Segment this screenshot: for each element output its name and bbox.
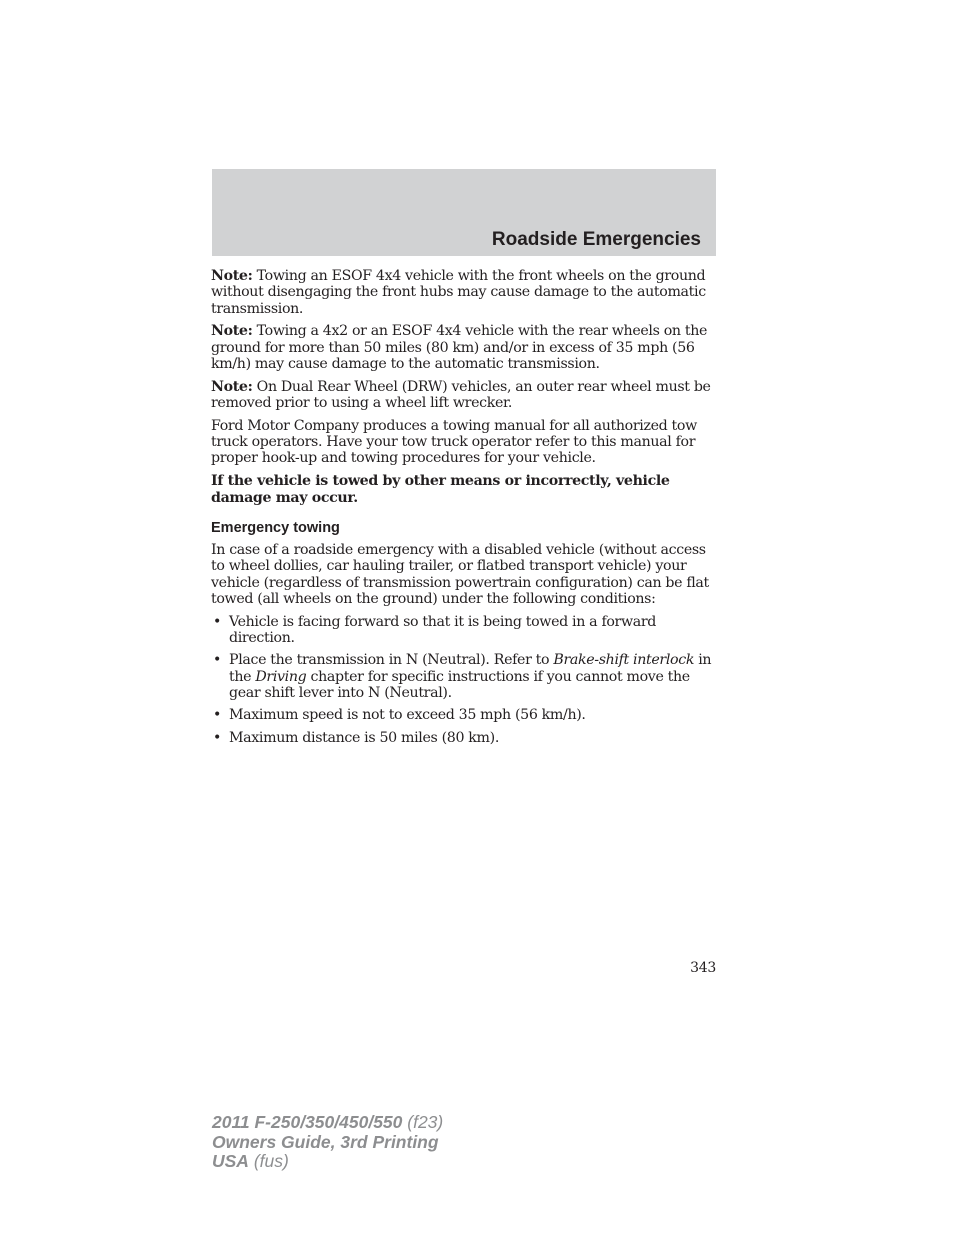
footer-model-code: (f23) — [402, 1112, 444, 1132]
note-label: Note: — [211, 378, 253, 395]
list-item-text: Maximum speed is not to exceed 35 mph (56 km/h). — [229, 707, 586, 724]
page-content — [211, 268, 717, 752]
list-item-text: in the — [229, 652, 712, 685]
footer-model: 2011 F-250/350/450/550 — [212, 1112, 403, 1132]
list-item-text: Place the transmission in N (Neutral). Refer to — [229, 652, 554, 669]
note-text: Towing a 4x2 or an ESOF 4x4 vehicle with the rear wheels on the ground for more than 50 miles (80 km) and/or in excess of 35 mph (56 km/h) may cause damage to the automatic transmission. — [211, 323, 708, 372]
document-footer — [212, 1113, 443, 1172]
footer-model-line — [212, 1113, 443, 1133]
footer-market-line — [212, 1152, 443, 1172]
bullet-icon: • — [213, 729, 222, 746]
footer-guide-line: Owners Guide, 3rd Printing — [212, 1131, 439, 1152]
damage-warning — [211, 473, 717, 506]
note-paragraph — [211, 379, 717, 412]
note-text: Towing an ESOF 4x4 vehicle with the front wheels on the ground without disengaging the front hubs may cause damage to the automatic transmission. — [211, 268, 706, 317]
ford-towing-manual-paragraph: Ford Motor Company produces a towing manual for all authorized tow truck operators. Have your tow truck operator refer to this manual for proper hook-up and towing procedures for your vehicle. — [211, 417, 697, 467]
list-item-text: Vehicle is facing forward so that it is being towed in a forward direction. — [229, 613, 657, 647]
bullet-icon: • — [213, 707, 222, 724]
note-paragraph — [211, 323, 717, 372]
list-item — [211, 707, 717, 723]
bullet-icon: • — [213, 613, 222, 630]
cross-reference-driving-chapter: Driving — [255, 668, 307, 685]
footer-market-code: (fus) — [248, 1151, 289, 1171]
list-item — [211, 730, 717, 746]
list-item-text: Maximum distance is 50 miles (80 km). — [229, 729, 499, 746]
cross-reference-brake-shift-interlock: Brake-shift interlock — [553, 652, 695, 669]
footer-market: USA — [212, 1151, 249, 1171]
emergency-towing-heading: Emergency towing — [211, 519, 340, 536]
list-item — [211, 652, 717, 701]
damage-warning-text: If the vehicle is towed by other means or incorrectly, vehicle damage may occur. — [211, 473, 670, 506]
note-paragraph — [211, 268, 717, 317]
emergency-towing-intro: In case of a roadside emergency with a disabled vehicle (without access to wheel dollies, car hauling trailer, or flatbed transport vehicle) your vehicle (regardless of transmission powertrain configuration) can be flat towed (all wheels on the ground) under the following conditions: — [211, 542, 709, 608]
note-label: Note: — [211, 268, 253, 284]
list-item — [211, 614, 717, 647]
page-number: 343 — [690, 960, 716, 976]
note-label: Note: — [211, 323, 253, 340]
section-title: Roadside Emergencies — [491, 229, 701, 250]
list-item-text: chapter for specific instructions if you cannot move the gear shift lever into N (Neutral). — [229, 668, 690, 702]
bullet-icon: • — [213, 652, 222, 669]
towing-conditions-list — [211, 614, 717, 746]
section-header-band — [212, 169, 716, 256]
note-text: On Dual Rear Wheel (DRW) vehicles, an outer rear wheel must be removed prior to using a wheel lift wrecker. — [211, 378, 711, 412]
